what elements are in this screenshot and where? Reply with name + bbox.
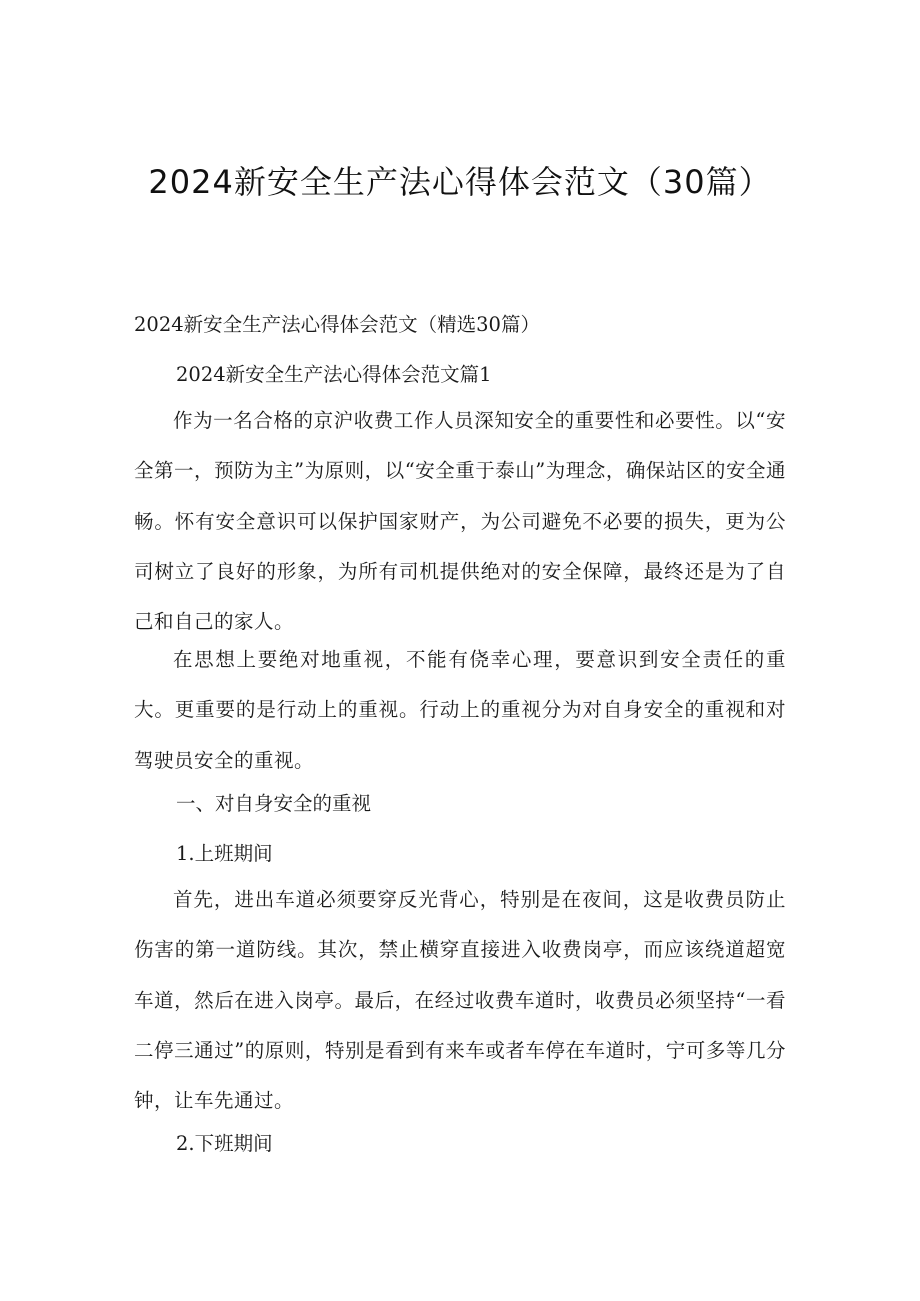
- document-title: 2024新安全生产法心得体会范文（30篇）: [148, 163, 772, 201]
- item-off-duty: 2.下班期间: [176, 1132, 273, 1155]
- item-on-duty: 1.上班期间: [176, 842, 273, 865]
- section-heading: 2024新安全生产法心得体会范文篇1: [176, 363, 492, 386]
- document-subtitle: 2024新安全生产法心得体会范文（精选30篇）: [134, 313, 540, 336]
- paragraph-2: 在思想上要绝对地重视，不能有侥幸心理，要意识到安全责任的重大。更重要的是行动上的重视。行动上的重视分为对自身安全的重视和对驾驶员安全的重视。: [134, 648, 786, 772]
- heading-self-safety: 一、对自身安全的重视: [176, 792, 372, 815]
- paragraph-3: 首先，进出车道必须要穿反光背心，特别是在夜间，这是收费员防止伤害的第一道防线。其次，禁止横穿直接进入收费岗亭，而应该绕道超宽车道，然后在进入岗亭。最后，在经过收费车道时，收费员必须坚持“一看二停三通过”的原则，特别是看到有来车或者车停在车道时，宁可多等几分钟，让车先通过。: [134, 888, 786, 1113]
- paragraph-1: 作为一名合格的京沪收费工作人员深知安全的重要性和必要性。以“安全第一，预防为主”为原则，以“安全重于泰山”为理念，确保站区的安全通畅。怀有安全意识可以保护国家财产，为公司避免不必要的损失，更为公司树立了良好的形象，为所有司机提供绝对的安全保障，最终还是为了自己和自己的家人。: [134, 409, 786, 634]
